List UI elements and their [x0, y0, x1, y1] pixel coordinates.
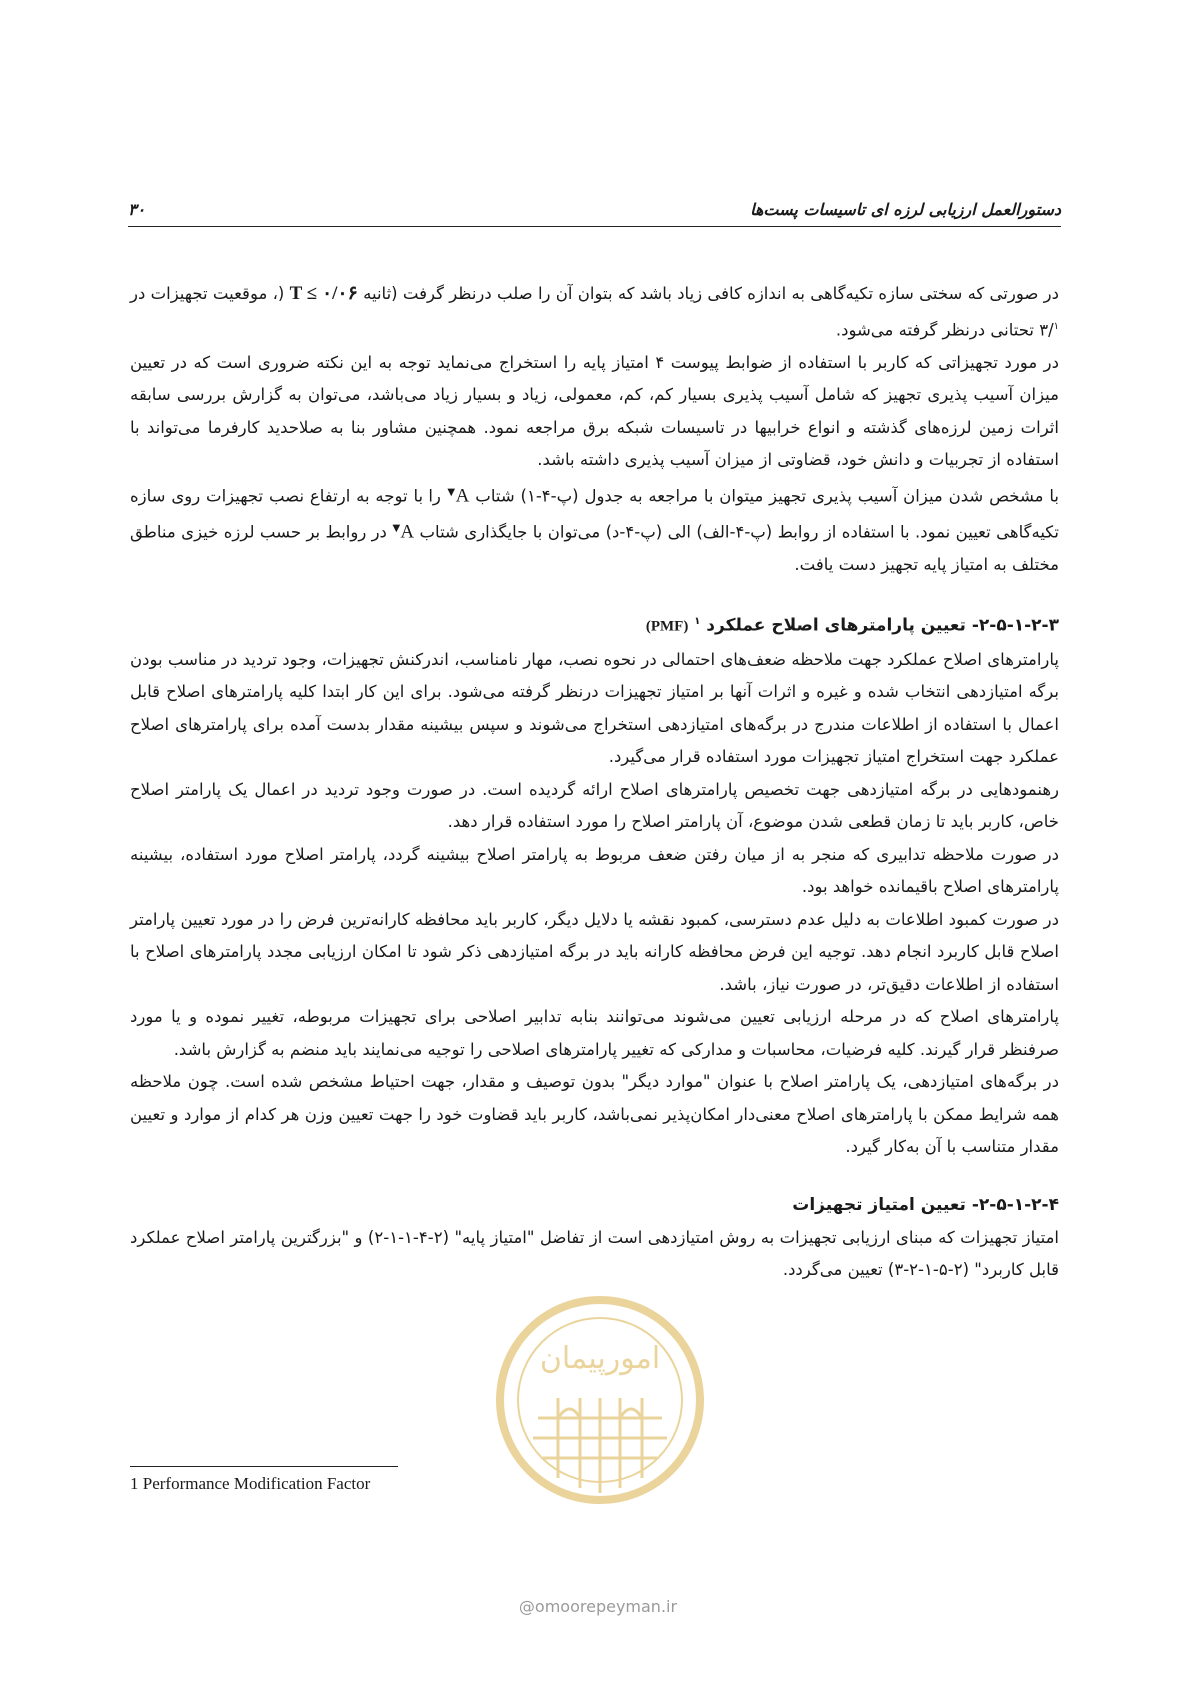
paragraph-pmf-mitigation: در صورت ملاحظه تدابیری که منجر به از میان رفتن ضعف مربوط به پارامتر اصلاح بیشینه گردد، پارامتر اصلاح مورد استفاده، بیشینه پارامترهای اصلاح باقیمانده خواهد بود. — [130, 844, 1059, 897]
fraction-one: ۱ — [1053, 320, 1059, 332]
watermark-url: @omoorepeyman.ir — [518, 1597, 678, 1616]
footnote-divider — [130, 1466, 398, 1467]
watermark-logo-text: امورپیمان — [539, 1341, 661, 1376]
acceleration-symbol: A — [400, 521, 415, 542]
footnote-text: Performance Modification Factor — [142, 1474, 371, 1493]
footnote-mark: 1 — [130, 1474, 139, 1493]
paragraph-text: را با توجه به ارتفاع نصب تجهیزات روی سازه تکیه‌گاهی تعیین نمود. با استفاده از روابط (پ-۴-الف) الی (پ-۴-د) می‌توان با جایگذاری شتاب — [130, 486, 1060, 541]
paragraph-pmf-other-items: در برگه‌های امتیازدهی، یک پارامتر اصلاح با عنوان "موارد دیگر" بدون توصیف و مقدار، جهت احتیاط مشخص شده است. چون ملاحظه همه شرایط ممکن با پارامترهای اصلاح معنی‌دار امکان‌پذیر نمی‌باشد، کاربر باید قضاوت خود را جهت تعیین وزن هر کدام از موارد و تعیین مقدار متناسب با آن به‌کار گیرد. — [130, 1072, 1059, 1157]
acceleration-symbol: A — [455, 485, 470, 506]
watermark-logo — [488, 1288, 712, 1588]
paragraph-pmf-retrofit: پارامترهای اصلاح که در مرحله ارزیابی تعیین می‌شوند می‌توانند بنابه تدابیر اصلاحی برای تجهیزات مربوطه، تغییر نموده و یا مورد صرفنظر قرار گیرند. کلیه فرضیات، محاسبات و مدارکی که تغییر پارامترهای اصلاحی را توجیه می‌نمایند باید منضم به گزارش باشد. — [130, 1007, 1059, 1059]
paragraph-equipment-score: امتیاز تجهیزات که مبنای ارزیابی تجهیزات به روش امتیازدهی است از تفاضل "امتیاز پایه" (۲-۴-۱-۱-۲) و "بزرگترین پارامتر اصلاح عملکرد قابل کاربرد" (۲-۵-۱-۲-۳) تعیین می‌گردد. — [130, 1227, 1059, 1280]
paragraph-text: تحتانی درنظر گرفته می‌شود. — [835, 320, 1034, 339]
paragraph-pmf-guidance: رهنمودهایی در برگه امتیازدهی جهت تخصیص پارامترهای اصلاح ارائه گردیده است. در صورت وجود تردید در اعمال یک پارامتر اصلاح خاص، کاربر باید تا زمان قطعی شدن موضوع، آن پارامتر اصلاح را مورد استفاده قرار دهد. — [130, 779, 1059, 832]
heading-abbreviation: (PMF) — [645, 618, 689, 635]
footnote-ref: ۱ — [694, 616, 701, 627]
paragraph-vulnerability: در مورد تجهیزاتی که کاربر با استفاده از ضوابط پیوست ۴ امتیاز پایه را استخراج می‌نماید توجه به این نکته ضروری است که در تعیین میزان آسیب پذیری تجهیز که شامل آسیب پذیری بسیار کم، کم، معمولی، زیاد و بسیار زیاد می‌باشد، می‌توان به گزارش بررسی سابقه اثرات زمین لرزه‌های گذشته و انواع خرابیها در تاسیسات شبکه برق مراجعه نمود. همچنین مشاور بنا به صلاحدید کارفرما می‌تواند با استفاده از تجربیات و دانش خود، قضاوتی از میزان آسیب پذیری داشته باشد. — [130, 352, 1059, 469]
footnote — [130, 1474, 370, 1494]
heading-text: ۲-۵-۱-۲-۳- تعیین پارامترهای اصلاح عملکرد — [706, 615, 1059, 636]
section-heading-pmf — [130, 605, 1059, 644]
page-number: ۳۰ — [128, 200, 146, 219]
paragraph-text: در صورتی که سختی سازه تکیه‌گاهی به اندازه کافی زیاد باشد که بتوان آن را صلب درنظر گرفت (ثانیه — [363, 284, 1059, 303]
triangle-mark: ▼ — [446, 486, 456, 498]
paragraph-rigid-support — [130, 278, 1059, 347]
triangle-mark: ▼ — [392, 522, 401, 534]
header-title: دستورالعمل ارزیابی لرزه ای تاسیسات پست‌ها — [750, 200, 1061, 219]
header-divider — [128, 226, 1061, 227]
paragraph-pmf-definition: پارامترهای اصلاح عملکرد جهت ملاحظه ضعف‌های احتمالی در نحوه نصب، مهار نامناسب، اندرکنش تجهیزات، وجود تردید در مناسب بودن برگه امتیازدهی انتخاب شده و غیره و اثرات آنها بر امتیاز تجهیزات درنظر گرفته می‌شود. برای این کار ابتدا کلیه پارامترهای اصلاح قابل اعمال با استفاده از اطلاعات مندرج در برگه‌های امتیازدهی استخراج می‌شوند و سپس بیشینه مقدار بدست آمده برای پارامترهای اصلاح عملکرد جهت استخراج امتیاز تجهیزات مورد استفاده قرار می‌گیرد. — [130, 649, 1059, 767]
rigidity-formula: T ≤ ۰/۰۶ — [289, 283, 358, 304]
paragraph-text: (، موقعیت تجهیزات در ۳/ — [130, 284, 1054, 339]
section-heading-equipment-score: ۲-۵-۱-۲-۴- تعیین امتیاز تجهیزات — [792, 1194, 1059, 1215]
paragraph-pmf-missing-info: در صورت کمبود اطلاعات به دلیل عدم دسترسی، کمبود نقشه یا دلایل دیگر، کاربر باید محافظه کارانه‌ترین فرض را در مورد تعیین پارامتر اصلاح قابل کاربرد انجام دهد. توجیه این فرض محافظه کارانه باید در برگه امتیازدهی ذکر شود تا امکان ارزیابی مجدد پارامترهای اصلاح با استفاده از اطلاعات دقیق‌تر، در صورت نیاز، باشد. — [130, 909, 1059, 994]
paragraph-text: در روابط بر حسب لرزه خیزی مناطق مختلف به امتیاز پایه تجهیز دست یافت. — [130, 522, 1059, 574]
paragraph-acceleration — [130, 477, 1059, 582]
running-header — [128, 196, 1061, 226]
paragraph-text: با مشخص شدن میزان آسیب پذیری تجهیز میتوان با مراجعه به جدول (پ-۴-۱) شتاب — [475, 486, 1060, 505]
body-content — [130, 278, 1059, 1287]
